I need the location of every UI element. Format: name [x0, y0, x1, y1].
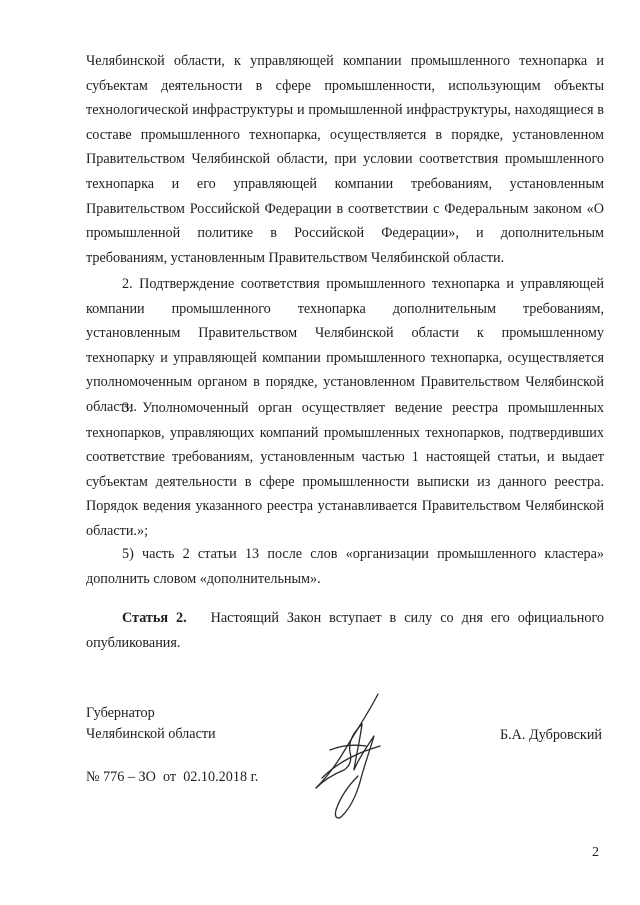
- law-number: № 776 – ЗО от 02.10.2018 г.: [86, 769, 259, 785]
- article-2-label: Статья 2.: [122, 610, 187, 626]
- article-2: [86, 606, 604, 655]
- signatory-title-line-2: Челябинской области: [86, 726, 216, 742]
- handwritten-signature-icon: [300, 690, 400, 830]
- paragraph-item-5: [86, 542, 604, 591]
- signatory-title-line-1: Губернатор: [86, 705, 155, 721]
- article-2-text: Настоящий Закон вступает в силу со дня его официального опубликования.: [86, 610, 605, 651]
- article-2-paragraph: [86, 606, 604, 655]
- page-number: 2: [592, 845, 599, 860]
- paragraph-item-3: [86, 396, 604, 544]
- signatory-title: [86, 703, 216, 745]
- paragraph-text: 5) часть 2 статьи 13 после слов «организации промышленного кластера» дополнить словом «дополнительным».: [86, 546, 604, 587]
- paragraph-continuation: [86, 49, 604, 270]
- paragraph-text: Челябинской области, к управляющей компании промышленного технопарка и субъектам деятельности в сфере промышленности, использующим объекты технологической инфраструктуры и промышленной инфраструктуры, находящиеся в составе промышленного технопарка, осуществляется в порядке, установленном Правительством Челябинской области, при условии соответствия промышленного технопарка и его управляющей компании требованиям, установленным Правительством Российской Федерации в соответствии с Федеральным законом «О промышленной политике в Российской Федерации», и дополнительным требованиям, установленным Правительством Челябинской области.: [86, 53, 604, 266]
- paragraph-text: 2. Подтверждение соответствия промышленного технопарка и управляющей компании промышленного технопарка дополнительным требованиям, установленным Правительством Челябинской области к промышленному технопарку и управляющей компании промышленного технопарка, осуществляется уполномоченным органом в порядке, установленном Правительством Челябинской области.: [86, 276, 604, 415]
- paragraph-text: 3. Уполномоченный орган осуществляет ведение реестра промышленных технопарков, управляющих компаний промышленных технопарков, подтвердивших соответствие требованиям, установленным частью 1 настоящей статьи, и выдает субъектам деятельности в сфере промышленности выписки из данного реестра. Порядок ведения указанного реестра устанавливается Правительством Челябинской области.»;: [86, 400, 604, 539]
- signatory-name: Б.А. Дубровский: [499, 727, 602, 743]
